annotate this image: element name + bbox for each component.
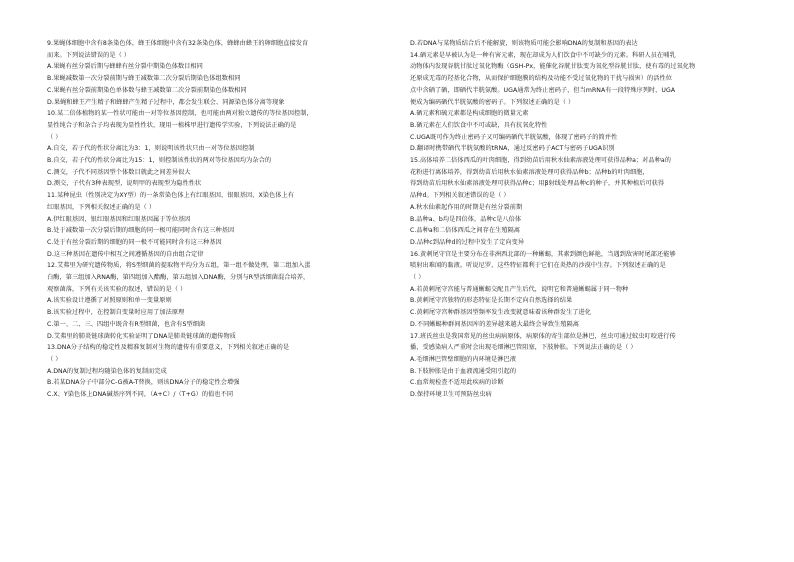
text-line: 14.硒元素是早被认为是一种有害元素，现在却成为人们饮食中不可缺少的元素。科研人员在哺乳: [410, 51, 676, 59]
text-line: C.第一、二、三、四组中既含有R型细菌，也含有S型细菌: [47, 320, 206, 328]
text-line: 白酶，第三组加入RNA酶，第四组加入酯酶，第五组加入DNA酶，分别与R型活细菌混合培养，: [47, 274, 310, 282]
text-line: A.秋水仙素起作用的时期是有丝分裂前期: [410, 203, 523, 211]
text-line: C.UGA既可作为终止密码子又可编码硒代半胱氨酸，体现了密码子的简并性: [410, 133, 618, 141]
text-line: C.X、Y染色体上DNA碱基序列不同，（A+C）/（T+G）的值也不同: [47, 391, 234, 399]
text-line: B.若某DNA分子中部分C-G被A-T替换，则该DNA分子的稳定性会增强: [47, 379, 240, 387]
text-line: D.品种c到品种d的过程中发生了定向变异: [410, 238, 525, 246]
text-line: D.若DNA与某物质结合后不能解旋，则该物质可能会影响DNA的复制和基因的表达: [410, 40, 638, 47]
text-line: 10.某二倍体植物的某一性状可能由一对等位基因控制，也可能由两对独立遗传的等位基因控制，: [47, 110, 313, 118]
text-line: B.品种a、b均是四倍体，品种c是八倍体: [410, 215, 522, 223]
text-line: D.这三种基因在遗传中相互之间遵循基因的自由组合定律: [47, 250, 204, 258]
text-line: 显性纯合子和杂合子均表现为显性性状，现用一植株甲进行遗传学实验，下列说法正确的是: [47, 121, 297, 129]
text-line: A.自交，若子代的性状分离比为3：1，则说明该性状只由一对等位基因控制: [47, 145, 255, 153]
text-line: C.黄刺尾守宫种群基因型频率发生改变就意味着该种群发生了进化: [410, 309, 592, 317]
text-line: A.硒元素和硫元素都是构成细胞的微量元素: [410, 110, 529, 118]
text-line: B.该实验过程中，在控制自变量时应用了加法原理: [47, 309, 185, 317]
text-line: D.测交，子代有3种表现型，说明甲的表现型为隐性性状: [47, 180, 202, 188]
text-line: 点中含硒了硒，即硒代半胱氨酸。UGA通常为终止密码子，但当mRNA有一段特殊序列时，UGA: [410, 86, 676, 94]
text-line: 17.班氏丝虫是我国常见的丝虫病病原体，病原体的寄生部位是淋巴，丝虫可通过蚊虫叮咬进行传: [410, 332, 676, 340]
text-line: A.毛细淋巴管壁细胞的内环境是淋巴液: [410, 355, 516, 363]
text-line: D.艾弗里的肺炎链球菌转化实验证明了DNA是肺炎链球菌的遗传物质: [47, 332, 237, 340]
text-line: 11.某种昆虫（性别决定为XY型）的一条常染色体上有红眼基因、银眼基因，X染色体上有: [47, 192, 294, 200]
text-line: 12.艾弗里为研究遗传物质，将S型细菌的提取物平均分为五组，第一组不做处理，第二组加入蛋: [47, 262, 311, 270]
text-line: 还原成无毒的羟基化合物，从而保护细胞膜的结构及功能不受过氧化物的干扰与损害）的活性位: [410, 75, 672, 83]
text-line: C.果蝇有丝分裂前期染色单体数与蜂王减数第二次分裂前期染色体数相同: [47, 86, 247, 94]
text-line: （ ）: [47, 133, 62, 141]
text-line: D.翻译时携带硒代半胱氨酸的tRNA，通过反密码子ACT与密码子UGA识别: [410, 145, 615, 153]
text-line: A.若黄刺尾守宫能与普通蜥蜴交配且产生后代，说明它和普通蜥蜴属于同一物种: [410, 285, 629, 293]
text-line: 观察菌落，下列有关该实验的叙述，错误的是（ ）: [47, 285, 187, 293]
text-line: A.DNA的复制过程均随染色体的复制而完成: [47, 367, 167, 375]
text-line: C.品种a和二倍体西瓜之间存在生殖隔离: [410, 227, 521, 235]
text-line: 15.高体培养二倍体西瓜的叶肉细胞，得到幼苗后用秋水仙素溶液处理可获得品种a；对品种a的: [410, 157, 671, 165]
text-line: 13.DNA分子结构的稳定性及精准复制对生物的遗传有重要意义，下列相关叙述正确的是: [47, 344, 290, 352]
text-line: C.处于有丝分裂后期的细胞的同一极不可能同时含有这三种基因: [47, 238, 222, 246]
text-line: A.果蝇有丝分裂后期与蜂蜂有丝分裂中期染色体数目相同: [47, 63, 203, 71]
text-line: （ ）: [410, 274, 425, 282]
text-line: A.该实验设计遵循了对照原则和单一变量原则: [47, 297, 172, 305]
text-line: B.自交，若子代的性状分离比为15：1，则控制该性状的两对等位基因均为杂合的: [47, 157, 272, 165]
left-column: [47, 38, 409, 401]
text-line: D.不同蜥蜴种群间基因库的差异越来越大最终会导致生殖隔离: [410, 320, 580, 328]
text-line: 得到幼苗后用秋水仙素溶液处理可获得品种c；用β射线处理品种c的种子，并其种植后可获得: [410, 180, 665, 188]
text-line: （ ）: [47, 355, 62, 363]
text-line: 播，受感染病人严重时会出现毛细淋巴管阻塞，下肢肿胀。下列说法正确的是（ ）: [410, 344, 637, 352]
text-line: B.下肢肿胀是由于血液流通受阻引起的: [410, 367, 517, 375]
text-line: B.硒元素在人们饮食中不可或缺，具有抗氧化特性: [410, 121, 548, 129]
text-line: 喷射出难闻的黏液。听说尼罗，这些特征都利于它们在炎热的沙漠中生存。下列叙述正确的是: [410, 262, 666, 270]
text-line: 16.黄刺尾守宫是主要分布在非洲西北部的一种蜥蜴，其素到颜色鲜艳，当遇到敌害时尾部还能够: [410, 250, 676, 258]
text-line: 9.果蝇体细胞中含有8条染色体，蜂王体细胞中含有32条染色体，蜂蜂由蜂王的卵细胞直接发育: [47, 40, 309, 47]
text-line: 品种d。下列相关叙述错误的是（ ）: [410, 192, 510, 200]
text-line: 动物体内发现谷胱甘肽过氧化物酶（GSH-Px，能催化谷胱甘肽变为氧化型谷胱甘肽，使有毒的过氧化物: [410, 63, 696, 71]
text-line: 花粉进行离体培养，得到幼苗后用秋水仙素溶液处理可获得品种b；品种b的叶肉细胞，: [410, 168, 649, 176]
text-line: B.处于减数第一次分裂后期的细胞的同一极可能同时含有这三种基因: [47, 227, 235, 235]
text-line: 便成为编码硒代半胱氨酸的密码子。下列叙述正确的是（ ）: [410, 98, 575, 106]
text-line: 而来。下列说法错误的是（ ）: [47, 51, 131, 59]
text-line: B.果蝇减数第一次分裂前期与蜂王减数第二次分裂后期染色体组数相同: [47, 75, 241, 83]
text-line: 红眼基因，下列相关叙述正确的是（ ）: [47, 203, 156, 211]
text-line: D.保持环境卫生可预防丝虫病: [410, 391, 492, 399]
text-line: C.血常规检查不适用此疾病的诊断: [410, 379, 504, 387]
right-column: [410, 38, 772, 401]
text-line: C.测交，子代不同基因型个体数目就此之间差异很大: [47, 168, 191, 176]
text-line: A.伊红眼基因、银红眼基因和红眼基因属于等位基因: [47, 215, 191, 223]
text-line: D.果蝇和蜂王产生精子和蜂蜂产生精子过程中，都会发生联会、同源染色体分离等现象: [47, 98, 285, 106]
text-line: B.黄刺尾守宫独特的形态特征是长期不定向自然选择的结果: [410, 297, 573, 305]
